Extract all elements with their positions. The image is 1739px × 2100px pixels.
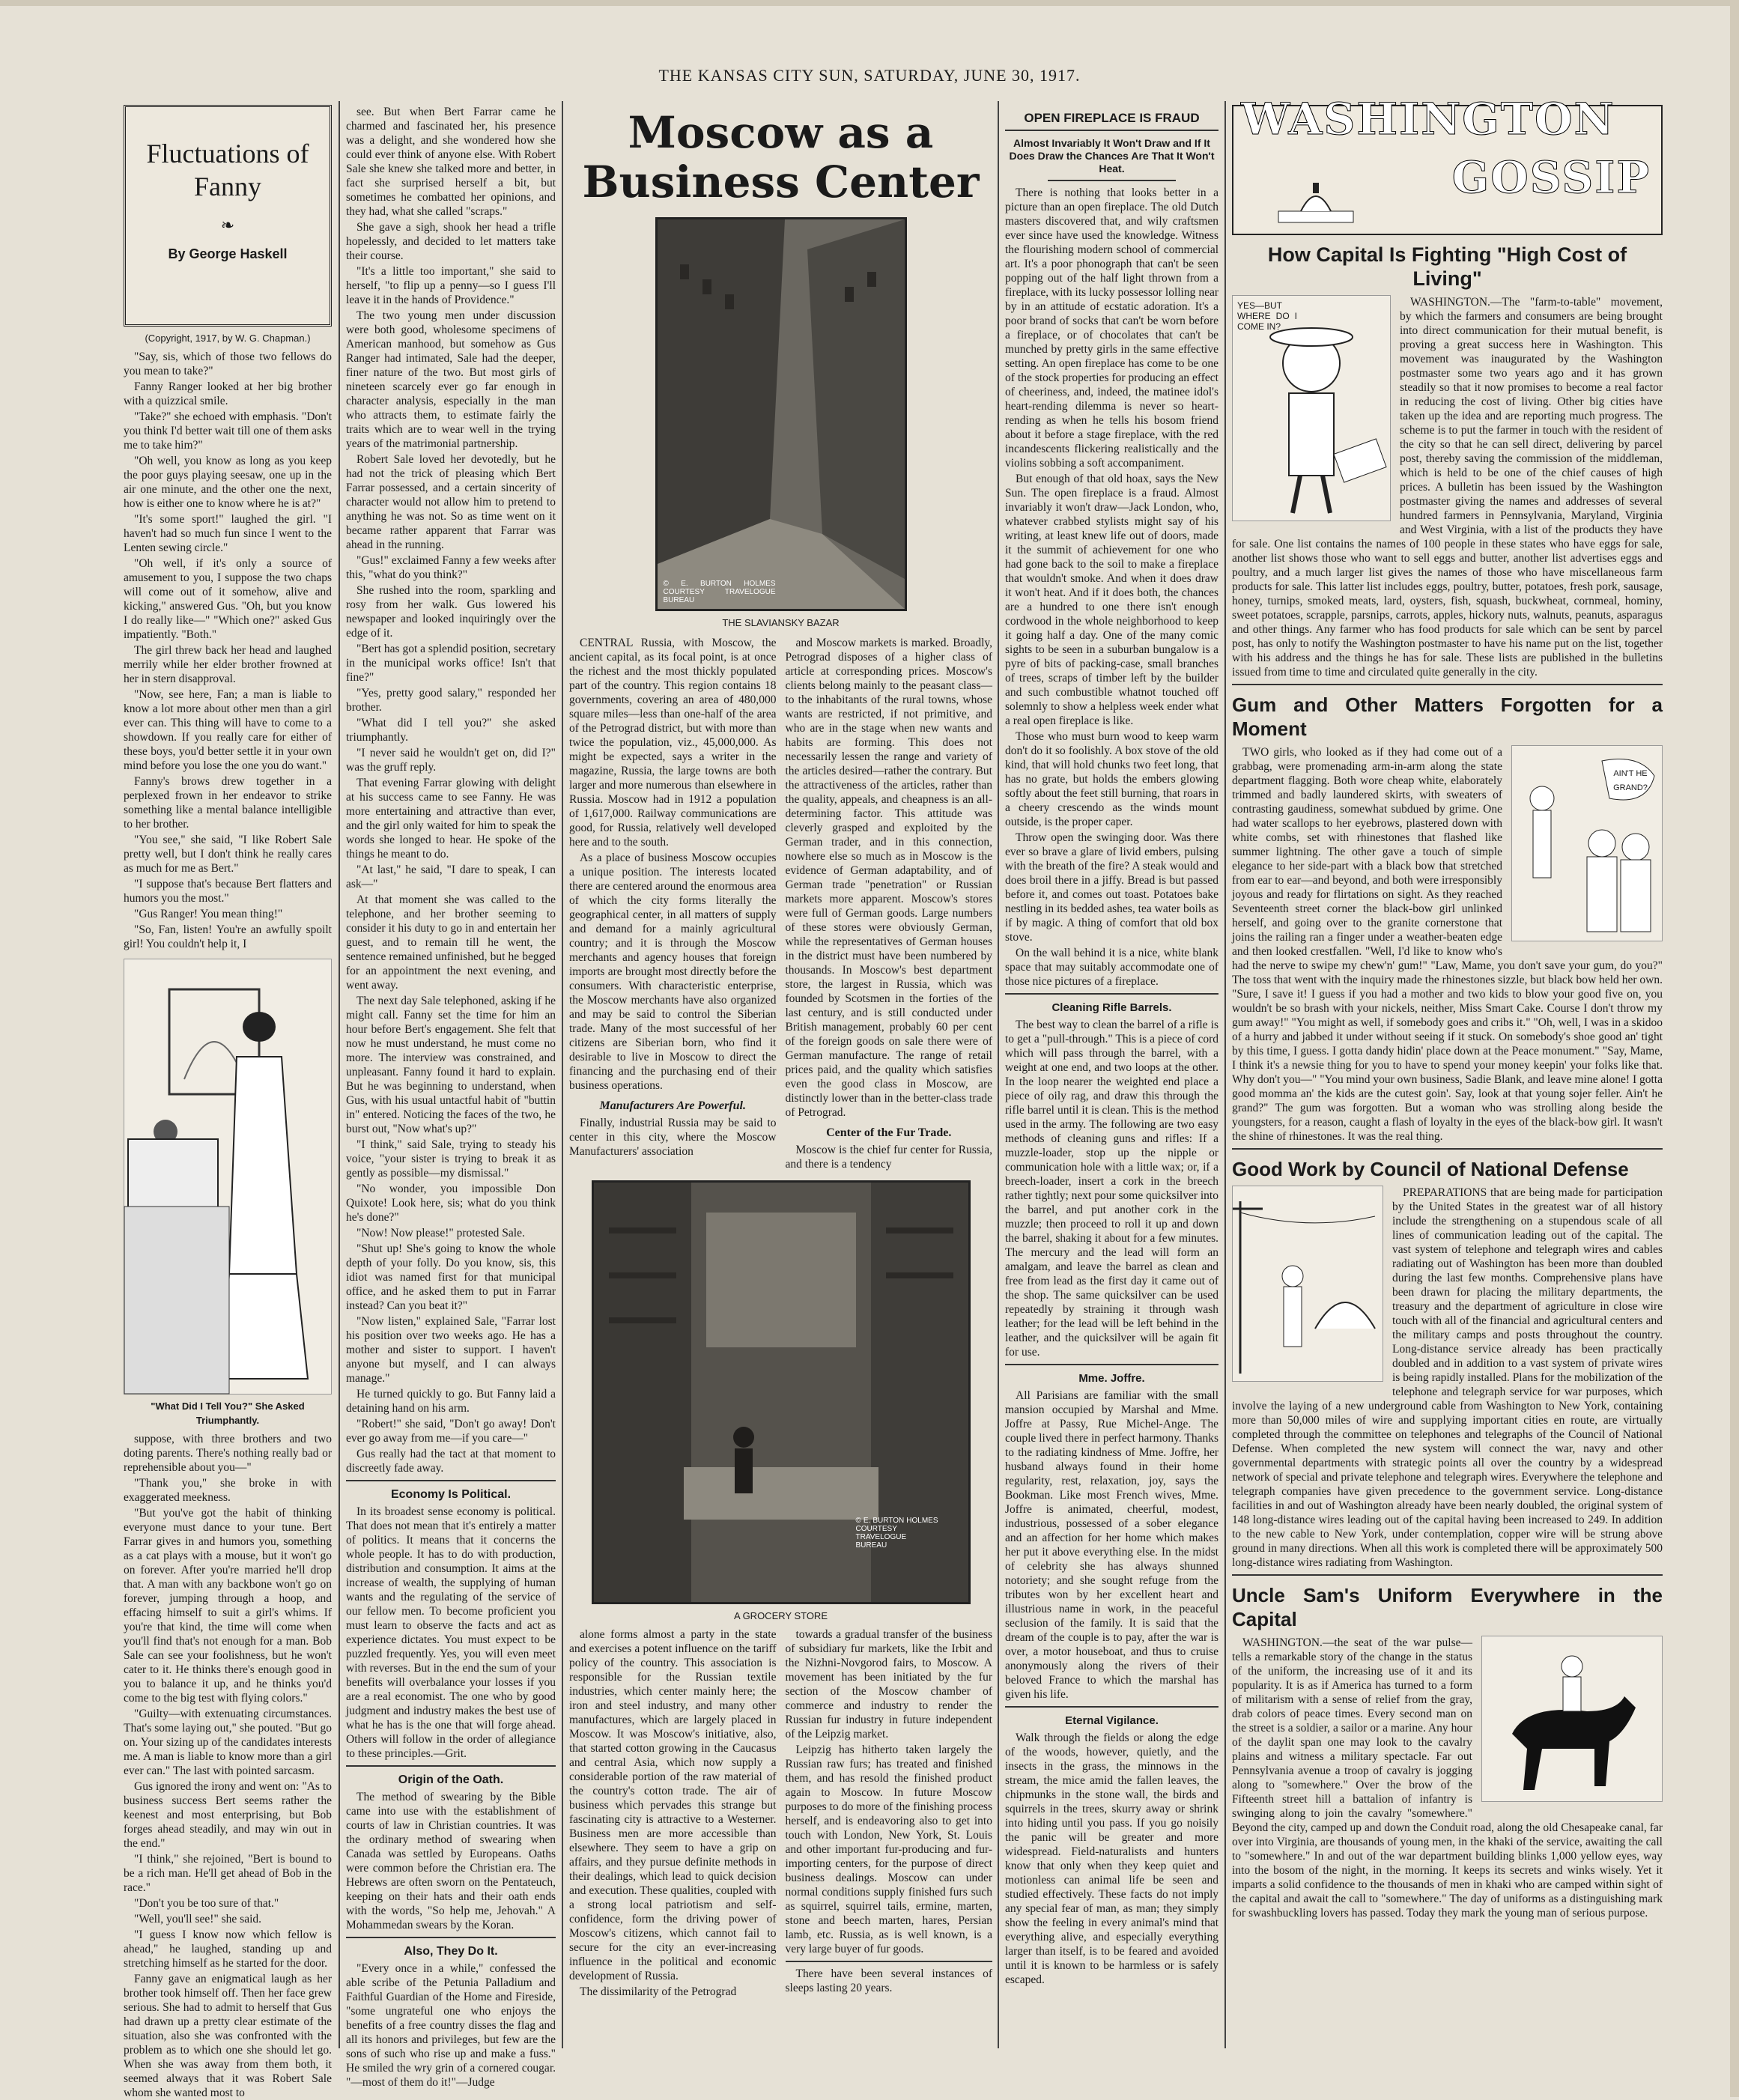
divider — [346, 1480, 556, 1481]
paragraph: All Parisians are familiar with the small mansion occupied by Marshal and Mme. Joffre at Passy, Rue Michel-Ange. The couple lived there in perfect harmony. Thanks to the radiating kindness of Mme. Joffre, her husband always found in their home regularity, rest, relaxation, joy, says the Bookman. Like most French wives, Mme. Joffre is animated, cheerful, modest, industrious, possessed of a sober elegance and an affection for her home which makes her put it above everything else. In the midst of celebrity she has always shunned notoriety; and she sought refuge from the tributes won by her excellent heart and illustrious name in work, in the peaceful seclusion of the family. It is said that the dream of the couple is to pay, after the war is over, a motor houseboat, and thus to cruise anonymously along the rivers of their beloved France to which the marshal has given his life. — [1005, 1389, 1218, 1701]
section-heading: Cleaning Rifle Barrels. — [1051, 1001, 1172, 1014]
story-illustration — [124, 959, 332, 1395]
paragraph: The girl threw back her head and laughed merrily while her elder brother frowned at her in stern disapproval. — [124, 644, 332, 685]
paragraph: "Oh well, if it's only a source of amusement to you, I suppose the two chaps will come out of it somehow, alive and kicking," answered Gus. "Oh, but you know I do really like—" "Which one?" asked Gus impatiently. "Both." — [124, 557, 332, 641]
paragraph: The two young men under discussion were both good, wholesome specimens of American manhood, but somehow as Gus Ranger had intimated, Sale had the deeper, finer nature of the two. But most girls of nineteen scarcely ever go far enough in character analysis, especially in the man who attracts them, to estimate fairly the traits which are to wear well in the trying years of the matrimonial partnership. — [346, 309, 556, 450]
paragraph: "Now! Now please!" protested Sale. — [356, 1227, 525, 1239]
paragraph: On the wall behind it is a nice, white blank space that may suitably accommodate one of those nice pictures of a fireplace. — [1005, 947, 1218, 988]
banner-word-2: GOSSIP — [1451, 152, 1651, 203]
cartoon-girls — [1511, 745, 1663, 941]
headline-line-1: Moscow as a — [628, 107, 934, 158]
paragraph: At that moment she was called to the telephone, and her brother seeming to consider it his duty to go in and entertain her guest, and to remain till he went, the sentence remained unfinished, but he begged for an appointment the next evening, and went away. — [346, 893, 556, 992]
divider — [1232, 684, 1663, 685]
fanny-column-1 — [124, 105, 332, 2099]
cartoon-cavalry — [1481, 1636, 1663, 1802]
capitol-icon — [1248, 174, 1383, 226]
paragraph: "No wonder, you impossible Don Quixote! Look here, sis; what do you think he's done?" — [346, 1183, 556, 1224]
column-rule — [998, 101, 999, 2048]
short-items — [346, 1480, 556, 2090]
paragraph: "What did I tell you?" she asked triumphantly. — [346, 717, 556, 744]
article-body — [1232, 745, 1663, 1144]
story-author: By George Haskell — [168, 246, 288, 261]
paragraph: towards a gradual transfer of the business of subsidiary fur markets, like the Irbit and the Nizhni-Novgorod fairs, to Moscow. A movement has been initiated by the fur section of the Moscow chamber of commerce and industry to render the Russian fur industry in future independent of the Leipzig market. — [785, 1628, 992, 1741]
paragraph: PREPARATIONS that are being made for participation by the United States in the greatest war of all history include the strengthening on a stupendous scale of all lines of communication leading out of the capital. The vast system of telephone and telegraph wires and cables radiating out of Washington has been more than doubled during the last few months. Comprehensive plans have been drawn for placing the military departments, the treasury and the department of agriculture in close wire touch with all of the financial and agricultural centers and the military camps and posts throughout the country. Long-distance service already has been practically doubled and in addition to a vast system of private wires is being rapidly installed. Plans for the mobilization of the telephone and telegraph service for war purposes, which involve the laying of a new underground cable from Washington to New York, containing more than 50,000 miles of wire and supplying important cities en route, are virtually completed through the committee on telephones and telegraphs of the Council of National Defense. When completed the new system will connect the war, navy and other governmental departments with strategic points all over the country by a widespread network of special and private telephone and telegraph wires. Everywhere the telephone and telegraph companies have given precedence to the government service. Long-distance facilities in and out of Washington already have been nearly doubled, the original system of 148 long-distance wires leading out of the capital having been increased to 249. In addition to the new cable to New York, under contemplation, copper wire will be strung above ground in many directions. When all this work is completed there will be approximately 500 long-distance wires radiating from Washington. — [1232, 1186, 1663, 1569]
paragraph: "Yes, pretty good salary," responded her brother. — [346, 687, 556, 714]
fanny-column-2 — [346, 105, 556, 2089]
moscow-text-columns — [569, 636, 992, 1173]
illustration-caption: "What Did I Tell You?" She Asked Triumphantly. — [151, 1400, 305, 1426]
article-headline: How Capital Is Fighting "High Cost of Living" — [1267, 243, 1627, 290]
photo-grocery-store — [592, 1180, 971, 1604]
paragraph: "Gus Ranger! You mean thing!" — [134, 908, 283, 920]
paragraph: The dissimilarity of the Petrograd — [580, 1985, 737, 1998]
paragraph: There is nothing that looks better in a picture than an open fireplace. The old Dutch masters discovered that, and wily craftsmen ever since have used the knowledge. Witness the flourishing modern school of commercial art. It's a poor phonograph that can't be seen popping out of the half light thrown from a fireplace, with its lucky possessor lolling near by in an attitude of ecstatic adoration. It's a poor brand of socks that can't be worn before a fireplace, or of chocolates that can't be munched by pretty girls in the same effective setting. An open fireplace has come to be one of the stock properties for producing an effect of cheeriness, and, indeed, the matinee idol's heart-rending dilemma is never so heart-rending as when he tells his bosom friend about it before a stage fireplace, with the red incandescents flickering realistically and the violins sobbing a soft accompaniment. — [1005, 186, 1218, 470]
cartoon-speech: AIN'T HE GRAND? — [1613, 769, 1648, 792]
paragraph: "I suppose that's because Bert flatters and humors you the most." — [124, 878, 332, 905]
paragraph: Leipzig has hitherto taken largely the Russian raw furs; has treated and finished them, and has resold the finished product again to Moscow. In future Moscow purposes to do more of the finishing process herself, and is endeavoring also to get into touch with London, New York, St. Louis and other important fur-producing and fur-importing centers, for the purpose of direct business dealings. Moscow can under normal conditions supply finished furs such as squirrel, squirrel tails, ermine, marten, stone and beech marten, hares, Persian lamb, etc. Russia, as is well known, is a very large buyer of fur goods. — [785, 1744, 992, 1955]
article-headline: Good Work by Council of National Defense — [1232, 1158, 1629, 1180]
article-body — [1232, 295, 1663, 679]
photo-credit: © E. BURTON HOLMES COURTESY TRAVELOGUE BUREAU — [663, 580, 776, 604]
page-edge-right — [1730, 0, 1739, 2097]
photo-slaviansky-bazar — [655, 217, 907, 611]
headline-line-2: Business Center — [582, 157, 980, 207]
column-rule — [562, 101, 563, 2048]
paragraph: "It's a little too important," she said to herself, "to flip up a penny—so I guess I'll leave it in the hands of Providence." — [346, 265, 556, 306]
paragraph: "Now, see here, Fan; a man is liable to know a lot more about other men than a girl ever can. This thing will have to come to a showdown. If you really care for either of these boys, you'd better settle it in your own mind before you lose the one you do want." — [124, 688, 332, 772]
paragraph: "I think," she rejoined, "Bert is bound to be a rich man. He'll get ahead of Bob in the race." — [124, 1853, 332, 1894]
section-heading: Also, They Do It. — [404, 1945, 498, 1958]
article-headline: Uncle Sam's Uniform Everywhere in the Capital — [1232, 1584, 1663, 1630]
masthead: THE KANSAS CITY SUN, SATURDAY, JUNE 30, 1917. — [658, 66, 1081, 85]
divider — [1048, 180, 1176, 181]
paragraph: There have been several instances of sleeps lasting 20 years. — [785, 1967, 992, 1994]
paragraph: Gus ignored the irony and went on: "As to business success Bert seems rather the keenest and most enterprising, but Bob forges ahead steadily, and may win out in the end." — [124, 1780, 332, 1850]
paragraph: Walk through the fields or along the edge of the woods, however, quietly, and the insects in the grass, the minnows in the stream, the mice amid the fallen leaves, the chipmunks in the stone wall, the birds and squirrels in the trees, skurry away or shrink into hiding until you pass. If you go noisily the panic will be greater and more widespread. Field-naturalists and hunters know that only when they keep quiet and motionless can animal life be seen and studied effectively. These facts do not imply any special fear of man, as man; they simply show the feeling in every animal's mind that everything alive, and especially everything larger than itself, is to be feared and avoided until it is known to be harmless or is safely escaped. — [1005, 1732, 1218, 1986]
story-text — [346, 105, 556, 1475]
divider — [1232, 1148, 1663, 1150]
paragraph: "Guilty—with extenuating circumstances. That's some laying out," she pouted. "But go on. Your sizing up of the candidates interests me. A man is liable to know more than a girl ever can." The last with pointed sarcasm. — [124, 1708, 332, 1777]
paragraph: "I never said he wouldn't get on, did I?" was the gruff reply. — [346, 747, 556, 774]
paragraph: She gave a sigh, shook her head a trifle hopelessly, and decided to let matters take their course. — [346, 221, 556, 262]
paragraph: "At last," he said, "I dare to speak, I can ask—" — [346, 864, 556, 890]
paragraph: "Take?" she echoed with emphasis. "Don't you think I'd better wait till one of them asks me to take him?" — [124, 410, 332, 452]
paragraph: "Shut up! She's going to know the whole depth of your folly. Do you know, sis, this idiot was named first for that municipal office, and he asked them to put in Farrar instead? Can you beat it?" — [346, 1242, 556, 1312]
article-body — [1232, 1186, 1663, 1570]
washington-banner — [1232, 94, 1663, 235]
divider — [1005, 1364, 1218, 1365]
section-heading: Manufacturers Are Powerful. — [599, 1099, 746, 1112]
paragraph: WASHINGTON.—The "farm-to-table" movement, by which the farmers and consumers are being brought into direct communication for their mutual benefit, is proving a great success here in Washington. This movement was inaugurated by the Washington postmaster some two years ago and it has grown steadily so that it now promises to become a real factor in reducing the cost of living. Other big cities have taken up the idea and are reporting much progress. The scheme is to put the farmer in touch with the resident of the city so that he can sell direct, delivering by parcel post, thereby saving the commission of the middleman, which is held to be one of the chief causes of high prices. A bulletin has been issued by the Washington postmaster giving the names and addresses of several hundred farmers in Pennsylvania, Maryland, Virginia and West Virginia, with a list of the products they have for sale. One list contains the names of 100 people in these states who have eggs for sale, another list shows those who want to sell eggs and butter, another list advertises eggs and poultry, and a much larger list gives the names of those who have miscellaneous farm products for sale. This latter list includes eggs, poultry, butter, potatoes, fresh pork, sausage, honey, turnips, smoked meats, lard, oysters, fish, squash, buckwheat, cornmeal, hominy, sweet potatoes, scrapple, parsnips, carrots, apples, hickory nuts, walnuts, peanuts, asparagus and other things. Any farmer who has food products for sale which can be sent by parcel post, has only to notify the Washington postmaster to have his name put on the list, together with his address and the things he has for sale. These lists are published in the bulletins issued from time to time and circulated quite generally in the city. — [1232, 296, 1663, 679]
divider — [1005, 993, 1218, 995]
section-heading: Economy Is Political. — [390, 1488, 512, 1501]
paragraph: "But you've got the habit of thinking everyone must dance to your tune. Bert Farrar gives in and humors you, something as a cat plays with a mouse, but it won't go on forever. After you're married he'll drop that. A man with any backbone won't go on forever, jumping through a hoop, and effacing himself to suit a girl's whims. If you're that kind, the time will come when you'll find that's not enough for a man. Bob Sale can see your foolishness, but he won't cater to it. He thinks there's enough good in you to balance it up, and he thinks you'd come to the big test with flying colors." — [124, 1507, 332, 1705]
article-text — [1005, 186, 1218, 989]
divider — [786, 1961, 993, 1962]
paragraph: "I think," said Sale, trying to steady his voice, "your sister is trying to break it as gently as possible—my dismissal." — [346, 1138, 556, 1180]
paragraph: "Oh well, you know as long as you keep the poor guys playing seesaw, one up in the air one minute, and the other one the next, how is either one to know where he is at?" — [124, 455, 332, 510]
paragraph: "Say, sis, which of those two fellows do you mean to take?" — [124, 350, 332, 377]
story-title: Fluctuations of Fanny — [146, 139, 309, 201]
paragraph: Moscow is the chief fur center for Russia, and there is a tendency — [785, 1144, 992, 1171]
paragraph: He turned quickly to go. But Fanny laid a detaining hand on his arm. — [346, 1388, 556, 1415]
paragraph: Those who must burn wood to keep warm don't do it so foolishly. A box stove of the old kind, that will hold chunks two feet long, that has no grate, but holds the embers glowing softly about the feet still burning, that roars in a cheery crescendo as the winds mount outside, is the proper caper. — [1005, 730, 1218, 828]
paragraph: see. But when Bert Farrar came he charmed and fascinated her, his presence was a delight, and she wondered how she could ever think of anyone else. With Robert Sale she knew she talked more and better, in fact she surprised herself a bit, but sometimes he combatted her opinions, and they had, what she called "scraps." — [346, 106, 556, 218]
paragraph: That evening Farrar glowing with delight at his success came to see Fanny. He was more entertaining and attractive than ever, and the girl only waited for him to speak the words she longed to hear. He spoke of the things he meant to do. — [346, 777, 556, 861]
moscow-text-right — [786, 636, 993, 1173]
divider — [1232, 1574, 1663, 1576]
paragraph: "Bert has got a splendid position, secretary in the municipal works office! Isn't that fine?" — [346, 643, 556, 684]
paragraph: Gus really had the tact at that moment to discreetly fade away. — [346, 1448, 556, 1475]
fireplace-column — [1005, 105, 1218, 2067]
divider — [1005, 1706, 1218, 1708]
section-heading: Center of the Fur Trade. — [826, 1126, 952, 1139]
paragraph: "You see," she said, "I like Robert Sale pretty well, but I don't think he really cares as much for me as Bert." — [124, 834, 332, 875]
paragraph: "Thank you," she broke in with exaggerated meekness. — [124, 1477, 332, 1504]
section-heading: Mme. Joffre. — [1078, 1372, 1145, 1385]
divider — [1005, 130, 1218, 131]
paragraph: Finally, industrial Russia may be said to center in this city, where the Moscow Manufacturers' association — [569, 1117, 777, 1158]
article-body — [1232, 1636, 1663, 1920]
paragraph: TWO girls, who looked as if they had come out of a grabbag, were promenading arm-in-arm along the state department flagging. Both wore cheap white, elaborately trimmed and badly laundered skirts, with sweaters of contrasting gaudiness, somewhat subdued by grime. One had water scallops to her eyebrows, plastered down with white combs, set with rhinestones that flashed like summer lightning. The other gave a touch of simple elegance to her side-part with a black bow that stretched from ear to ear—and beyond, and both were irresponsibly joyous and ready for flirtations on sight. As they reached Seventeenth street corner the black-bow girl unlinked herself, and going over to the granite cornerstone that joins the railing ran a finger under a weather-beaten edge and then looked crestfallen. "Well, I'd like to know who's had the nerve to swipe my chew'n' gum!" "Law, Mame, you don't save your gum, do you?" The toss that went with the inquiry made the rhinestones sizzle, but black bow held her own. "Sure, I save it! I guess if you had a mother and two kids to blow your good five on, you wouldn't be so brash with your nickels, neither, Miss Smart Cake. Course I don't throw my gum away!" "You might as well, if somebody goes and cribs it." "Oh, well, I was in a skidoo of a hurry and jabbed it under without seeing if it stuck. On somebody's shoe good an' tight by this time, I guess. I gotta dandy hidin' place down at the Peace monument." "Say, Mame, I think it's a newsie thing for you to have to spend your money keepin' your folks like that. Why don't you—" "You mind your own business, Sadie Blank, and leave mine alone! I gotta good momma an' the kids are the cutest goin'. Say, look at that young sojer feller. Ain't he grand?" The gum was forgotten. But a woman who was strolling along beside the youngsters, for a reason, caught a flash of loyalty in the eyes of the black-bow girl. It wasn't the shine of rhinestones. It was the real thing. — [1232, 746, 1663, 1143]
ornament: ❧ — [220, 216, 235, 234]
column-rule — [339, 101, 340, 2048]
paragraph: "Gus!" exclaimed Fanny a few weeks after this, "what do you think?" — [346, 554, 556, 581]
fanny-title-box — [124, 105, 332, 327]
paragraph: "Don't you be too sure of that." — [134, 1897, 279, 1910]
paragraph: Robert Sale loved her devotedly, but he had not the trick of pleasing which Bert Farrar possessed, and a certain sincerity of character would not allow him to pretend to anything he was not. So as time went on it became rather apparent that Farrar was ahead in the running. — [346, 453, 556, 551]
paragraph: suppose, with three brothers and two doting parents. There's nothing really bad or reprehensible about you—" — [124, 1433, 332, 1474]
copyright-line: (Copyright, 1917, by W. G. Chapman.) — [145, 333, 311, 344]
paragraph: The method of swearing by the Bible came into use with the establishment of courts of law in Christian countries. It was the ordinary method of swearing when Canada was settled by Europeans. Oaths were common before the Christian era. The Hebrews are often sworn on the Pentateuch, keeping on their hats and their oath ends with the words, "So help me, Jehovah." A Mohammedan swears by the Koran. — [346, 1791, 556, 1931]
moscow-text-left — [569, 636, 777, 1173]
divider — [346, 1765, 556, 1767]
paragraph: "So, Fan, listen! You're an awfully spoilt girl! You couldn't help it, I — [124, 923, 332, 950]
paragraph: alone forms almost a party in the state and exercises a potent influence on the tariff policy of the country. This association is responsible for the Russian textile industries, which center mainly here; the iron and steel industry, and many other manufactures, which are largely placed in Moscow. It was Moscow's initiative, also, that started cotton growing in the Caucasus and central Asia, which now supply a considerable portion of the raw material of the country's cotton trade. The air of business which pervades this strange but fascinating city is attractive to a Westerner. Business men are more accessible than elsewhere. They seem to have a grip on affairs, and they pursue definite methods in their dealings, which lead to quick decision and execution. These qualities, coupled with a strong local patriotism and self-confidence, form the driving power of Moscow's citizens, which cannot fail to secure for the city an ever-increasing influence in the political and economic development of Russia. — [569, 1628, 777, 1982]
paragraph: She rushed into the room, sparkling and rosy from her walk. Gus lowered his newspaper and looked inquiringly over the edge of it. — [346, 584, 556, 640]
photo-caption: A GROCERY STORE — [734, 1610, 828, 1621]
cartoon-farmer — [1232, 295, 1391, 521]
divider — [346, 1937, 556, 1938]
section-heading: Eternal Vigilance. — [1065, 1714, 1159, 1727]
cartoon-uncle-sam — [1232, 1186, 1383, 1382]
paragraph: Fanny Ranger looked at her big brother with a quizzical smile. — [124, 380, 332, 407]
paragraph: But enough of that old hoax, says the New Sun. The open fireplace is a fraud. Almost invariably it won't draw—Jack London, who, whatever crabbed stylists might say of his writing, at least knew life out of doors, made it the summit of achievement for one who had gone back to the soil to make a fireplace that wouldn't smoke. And when it does draw it won't heat. And if it does both, the chances are a hundred to one there isn't enough cordwood in the whole neighborhood to keep it going half a day. One of the many comic sights to be seen in a suburban bungalow is a pyre of bits of packing-case, small branches of trees, scraps of timber left by the builder and such combustible whatnot touched off solemnly to show a helpless week ender what a real open fireplace is like. — [1005, 473, 1218, 727]
paragraph: In its broadest sense economy is political. That does not mean that it's entirely a matter of politics. It means that it concerns the whole people. It has to do with production, distribution and consumption. It aims at the increase of wealth, the supplying of human wants and the regulating of the service of our fellow men. To become proficient you must learn to observe the facts and act as experience dictates. You must expect to be puzzled frequently. Yes, you will even meet with reverses. But in the end the sum of your benefits will overbalance your losses if you are a real economist. The one who by good judgment and industry makes the best use of what he has is the one that will forge ahead. Others will follow in the order of allegiance to these principles.—Grit. — [346, 1505, 556, 1760]
story-text — [124, 1432, 332, 2100]
column-rule — [1224, 101, 1226, 2048]
section-heading: Origin of the Oath. — [398, 1773, 504, 1786]
page-edge-top — [0, 0, 1739, 6]
washington-gossip — [1232, 94, 1663, 2067]
moscow-article — [569, 105, 992, 2067]
paragraph: The next day Sale telephoned, asking if he might call. Fanny set the time for him an hour before Bert's engagement. She felt that now he must understand, he must come no more. The interview was constrained, and unpleasant. Fanny found it hard to explain. But he was beginning to understand, when Gus, with his usual untactful habit of "buttin in" entered. Noticing the faces of the two, he burst out, "Now what's up?" — [346, 995, 556, 1135]
paragraph: CENTRAL Russia, with Moscow, the ancient capital, as its focal point, is at once the richest and the most thickly populated part of the country. This region contains 18 governments, covering an area of 480,000 square miles—less than one-half of the area of the Petrograd district, but with more than twice the population, viz., 45,000,000. As might be expected, says a writer in the magazine, Russia, the large towns are both larger and more numerous than elsewhere in Russia. Moscow had in 1912 a population of 1,617,000. Railway communications are good, for Russia, relatively well developed here and to the south. — [569, 637, 777, 849]
story-text — [124, 350, 332, 951]
moscow-headline — [569, 108, 992, 207]
paragraph: "Every once in a while," confessed the able scribe of the Petunia Palladium and Faithful Guardian of the Home and Fireside, "some ungrateful one who enjoys the benefits of a free country disses the flag and all its honors and privileges, but few are the sons of such who rise up and make a fuss." He smiled the wry grin of a cornered cougar. "—most of them do it!"—Judge — [346, 1962, 556, 2089]
moscow-bottom-columns — [569, 1627, 992, 2000]
paragraph: The best way to clean the barrel of a rifle is to get a "pull-through." This is a piece of cord which will pass through the barrel, with a weight at one end, and two loops at the other. In the loop nearer the weighted end place a piece of oily rag, and draw this through the rifle barrel until it is clean. This is the method used in the army. The following are two easy methods of cleaning guns and rifles: If a muzzle-loader, stop up the nipple or communication hole with a little wax; or, if a breech-loader, insert a cork in the breech rather tightly; next pour some quicksilver into the barrel, and put another cork in the muzzle; then proceed to roll it up and down the barrel, shaking it about for a few minutes. The mercury and the lead will form an amalgam, and leave the barrel as clean and free from lead as the first day it came out of the shop. The same quicksilver can be used repeatedly by straining it through wash leather; for the lead will be left behind in the leather, and the quicksilver will be again fit for use. — [1005, 1019, 1218, 1359]
paragraph: Throw open the swinging door. Was there ever so brave a glare of livid embers, pulsing with the breath of the fire? A steak would and does broil there in a jiffy. Bread is but passed before it, and comes out toast. Potatoes bake nestling in its bedded ashes, tea water boils as if by magic. A thing of comfort that old box stove. — [1005, 831, 1218, 944]
paragraph: "I guess I know now which fellow is ahead," he laughed, standing up and stretching himself as he started for the door. — [124, 1928, 332, 1970]
paragraph: Fanny's brows drew together in a perplexed frown in her endeavor to strike something like a mental balance intelligible to her brother. — [124, 775, 332, 831]
paragraph: "Now listen," explained Sale, "Farrar lost his position over two weeks ago. He has a mother and sister to support. I haven't anyone but myself, and I can always manage." — [346, 1315, 556, 1385]
cartoon-speech: YES—BUT WHERE DO I COME IN? — [1237, 300, 1297, 332]
paragraph: "It's some sport!" laughed the girl. "I haven't had so much fun since I went to the Lenten sewing circle." — [124, 513, 332, 554]
paragraph: Fanny gave an enigmatical laugh as her brother took himself off. Then her face grew serious. She had to admit to herself that Gus had drawn up a pretty clear estimate of the situation, also she was confronted with the problem as to which one she should let go. When she was away from them both, it seemed always that it was Robert Sale whom she wanted most to — [124, 1973, 332, 2099]
paragraph: As a place of business Moscow occupies a unique position. The interests located there are centered around the enormous area of which the city forms literally the geographical center, in all matters of supply and demand for a mainly agricultural country; and it is through the Moscow merchants and agency houses that foreign imports are brought most directly before the consumers. With characteristic enterprise, the Moscow merchants have also organized and may be said to control the Siberian trade. Many of the most successful of her citizens are Siberian born, who find it desirable to live in Moscow to direct the financing and the purchasing end of their business operations. — [569, 852, 777, 1092]
paragraph: "Robert!" she said, "Don't go away! Don't ever go away from me—if you care—" — [346, 1418, 556, 1445]
banner-word-1: WASHINGTON — [1241, 94, 1615, 145]
photo-credit: © E. BURTON HOLMES COURTESY TRAVELOGUE BUREAU — [855, 1517, 938, 1550]
article-headline: Gum and Other Matters Forgotten for a Moment — [1232, 694, 1663, 740]
moscow-bottom-left — [569, 1627, 777, 2000]
article-subhead: Almost Invariably It Won't Draw and If It Does Draw the Chances Are That It Won't Heat. — [1009, 137, 1215, 175]
paragraph: WASHINGTON.—the seat of the war pulse—tells a remarkable story of the change in the status of the uniform, the increasing use of it and its popularity. It is as if America has turned to a form of militarism with a sense of relief from the gray, drab colors of peace times. Every second man on the street is a soldier, a sailor or a marine. Any hour of the daylit span one may look to the cavalry plains and witness a military spectacle. Far out Pennsylvania avenue a troop of cavalry is jogging along to "somewhere." Over the brow of the Fifteenth street hill a battalion of infantry is swinging along to join the cavalry "somewhere." Beyond the city, camped up and down the Conduit road, along the old Chesapeake canal, far over into Virginia, are thousands of young men, in the khaki of the service, awaiting the call to "somewhere." In and out of the war department building blinks 1,000 yellow eyes, way into the bosom of the night, in the morning. It keeps its secrets and winks wisely. Yet it imparts a solid confidence to the thousands of men in khaki who are camped within sight of the capital and await the call to "somewhere." The day of uniforms as a distinguishing mark for swashbuckling lovers has passed. Today they mark the young man of serious purpose. — [1232, 1636, 1663, 1920]
article-headline: OPEN FIREPLACE IS FRAUD — [1024, 111, 1200, 125]
paragraph: "Well, you'll see!" she said. — [134, 1913, 262, 1925]
photo-caption: THE SLAVIANSKY BAZAR — [722, 617, 840, 628]
paragraph: and Moscow markets is marked. Broadly, Petrograd disposes of a higher class of article at corresponding prices. Moscow's clients belong mainly to the peasant class—to the inhabitants of the rural towns, whose wants are restricted, if not primitive, and who are in the stage when new wants and habits are forming. This does not necessarily lessen the range and variety of the articles desired—rather the contrary. But the attractiveness of the articles, rather than the quality, appeals, and cheapness is an all-determining factor. This attitude was cleverly grasped and exploited by the German trader, and in this connection, nowhere else so much as in Moscow is the evidence of German adaptability, and of German trade "penetration" or Russian markets more apparent. Moscow's stores were full of German goods. Large numbers of these stores were obviously German, while the representatives of German houses in the district must have been numbered by thousands. In Moscow's best department store, the largest in Russia, which was founded by Scotsmen in the forties of the last century, and is still conducted under British management, probably 60 per cent of the foreign goods on sale there were of German manufacture. The range of retail prices paid, and the quality which satisfies even the good class in Moscow, are distinctly lower than in the better-class trade of Petrograd. — [785, 637, 992, 1119]
moscow-bottom-right — [786, 1627, 993, 2000]
